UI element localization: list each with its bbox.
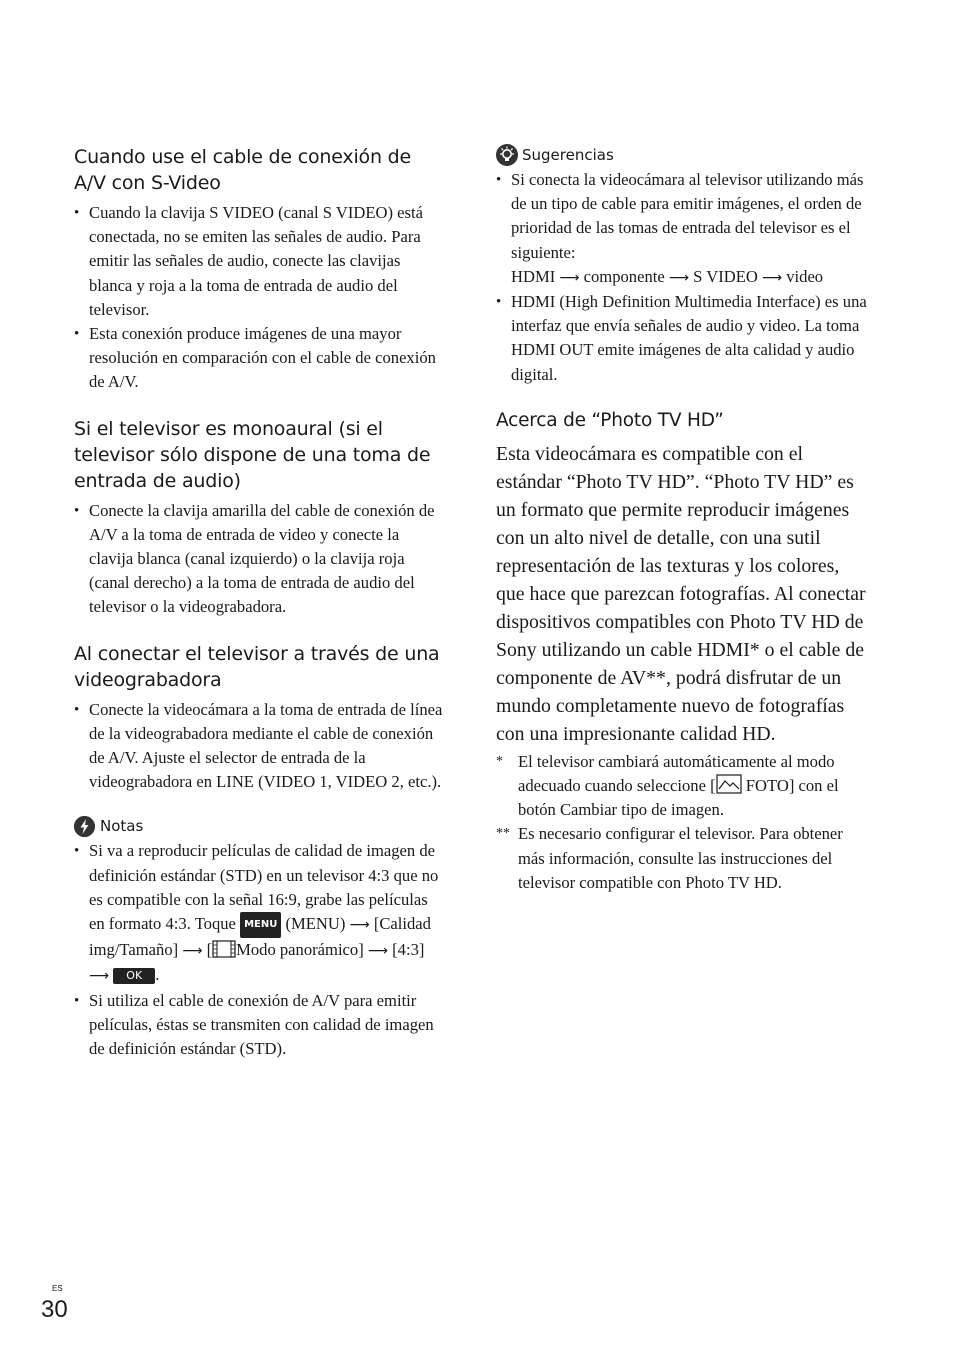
section-videograbadora bbox=[74, 641, 446, 795]
heading-photo-tv-hd: Acerca de “Photo TV HD” bbox=[496, 409, 724, 431]
footnote-mark: * bbox=[496, 753, 503, 769]
notas-label-row bbox=[74, 815, 446, 837]
heading-videograbadora: Al conectar el televisor a través de una videograbadora bbox=[74, 642, 440, 691]
bullet-list bbox=[74, 839, 446, 1061]
section-sugerencias bbox=[496, 144, 868, 387]
footnote-1 bbox=[496, 750, 868, 823]
section-notas bbox=[74, 815, 446, 1061]
sugerencias-label-row bbox=[496, 144, 868, 166]
right-column bbox=[496, 144, 868, 895]
left-column bbox=[74, 144, 446, 1061]
widescreen-icon bbox=[212, 940, 236, 959]
notes-warning-icon bbox=[74, 816, 95, 837]
page-number: 30 bbox=[41, 1296, 68, 1323]
section-s-video bbox=[74, 144, 446, 395]
page-language: ES bbox=[52, 1284, 63, 1293]
footnote-mark: ** bbox=[496, 826, 510, 842]
chain-item: HDMI bbox=[511, 266, 556, 286]
bullet-list bbox=[74, 499, 446, 620]
arrow-right-icon: ⟶ bbox=[762, 269, 783, 286]
arrow-right-icon: ⟶ bbox=[349, 917, 370, 934]
arrow-right-icon: ⟶ bbox=[559, 269, 580, 286]
calidad-text: [Calidad img/Tamaño] bbox=[89, 914, 431, 960]
footnote-text: El televisor cambiará automáticamente al modo adecuado cuando seleccione [ bbox=[518, 751, 835, 796]
heading-s-video: Cuando use el cable de conexión de A/V con S-Video bbox=[74, 146, 411, 194]
ratio-text: [4:3] bbox=[392, 940, 425, 960]
bullet-item: • Conecte la videocámara a la toma de entrada de línea de la videograbadora mediante el cable de conexión de A/V. Ajuste el selector de entrada de la videograbadora en LINE (VIDEO 1, VIDEO 2, etc.). bbox=[74, 698, 446, 795]
bullet-item: • HDMI (High Definition Multimedia Interface) es una interfaz que envía señales de audio y video. La toma HDMI OUT emite imágenes de alta calidad y audio digital. bbox=[496, 290, 868, 387]
bullet-item: • Esta conexión produce imágenes de una mayor resolución en comparación con el cable de conexión de A/V. bbox=[74, 322, 446, 395]
heading-monoaural: Si el televisor es monoaural (si el televisor sólo dispone de una toma de entrada de audio) bbox=[74, 417, 431, 492]
arrow-right-icon: ⟶ bbox=[182, 943, 203, 960]
notas-label: Notas bbox=[100, 817, 144, 836]
tips-text: Si conecta la videocámara al televisor utilizando más de un tipo de cable para emitir imágenes, el orden de prioridad de las tomas de entrada del televisor es el siguiente: bbox=[511, 170, 864, 262]
bullet-list bbox=[496, 168, 868, 387]
section-photo-tv-hd bbox=[496, 408, 868, 895]
menu-button-icon: MENU bbox=[240, 912, 281, 938]
footnote-2 bbox=[496, 822, 868, 895]
bullet-item: • Cuando la clavija S VIDEO (canal S VIDEO) está conectada, no se emiten las señales de audio. Para emitir las señales de audio, conecte las clavijas blanca y roja a la toma de entrada de audio del televisor. bbox=[74, 201, 446, 322]
chain-item: video bbox=[786, 266, 824, 286]
arrow-right-icon: ⟶ bbox=[668, 269, 689, 286]
bullet-item: • Conecte la clavija amarilla del cable de conexión de A/V a la toma de entrada de video y conecte la clavija blanca (canal izquierdo) o la clavija roja (canal derecho) a la toma de entrada de audio del televisor o la videograbadora. bbox=[74, 499, 446, 620]
bullet-item bbox=[496, 168, 868, 290]
menu-word: (MENU) bbox=[285, 914, 346, 934]
section-monoaural bbox=[74, 416, 446, 620]
sugerencias-label: Sugerencias bbox=[522, 146, 614, 164]
arrow-right-icon: ⟶ bbox=[367, 943, 388, 960]
photo-tv-body: Esta videocámara es compatible con el estándar “Photo TV HD”. “Photo TV HD” es un formato que permite reproducir imágenes con un alto nivel de detalle, con una sutil representación de las texturas y los colores, que hace que parezcan fotografías. Al conectar dispositivos compatibles con Photo TV HD de Sony utilizando un cable HDMI* o el cable de componente de AV**, podrá disfrutar de un mundo completamente nuevo de fotografías con una impresionante calidad HD. bbox=[496, 442, 866, 745]
arrow-right-icon: ⟶ bbox=[89, 968, 110, 985]
tips-lightbulb-icon bbox=[496, 144, 518, 166]
bracket-open: [ bbox=[206, 940, 213, 960]
modo-text: Modo panorámico] bbox=[236, 940, 364, 960]
ok-button-icon: OK bbox=[113, 968, 155, 984]
footnote-text: Es necesario configurar el televisor. Para obtener más información, consulte las instrucciones del televisor compatible con Photo TV HD. bbox=[518, 824, 843, 892]
notes-text: Si va a reproducir películas de calidad de imagen de definición estándar (STD) en un televisor 4:3 que no es compatible con la señal 16:9, grabe las películas en formato 4:3. Toque bbox=[89, 841, 439, 934]
bullet-list bbox=[74, 201, 446, 395]
bullet-item: • Si va a reproducir películas de calidad de imagen de definición estándar (STD) en un televisor 4:3 que no es compatible con la señal 16:9, grabe las películas en formato 4:3. Toque MENU (MENU) ⟶ [Calidad img/Tamaño] ⟶ [ Modo panorámico] ⟶ [4:3] ⟶ OK . bbox=[74, 839, 446, 988]
footnote-text: FOTO] con el botón Cambiar tipo de imagen. bbox=[518, 776, 839, 820]
bullet-item: • Si utiliza el cable de conexión de A/V para emitir películas, éstas se transmiten con calidad de imagen de definición estándar (STD). bbox=[74, 989, 446, 1062]
chain-item: S VIDEO bbox=[693, 266, 758, 286]
bullet-list bbox=[74, 698, 446, 795]
photo-mode-icon bbox=[716, 776, 742, 795]
chain-item: componente bbox=[583, 266, 665, 286]
